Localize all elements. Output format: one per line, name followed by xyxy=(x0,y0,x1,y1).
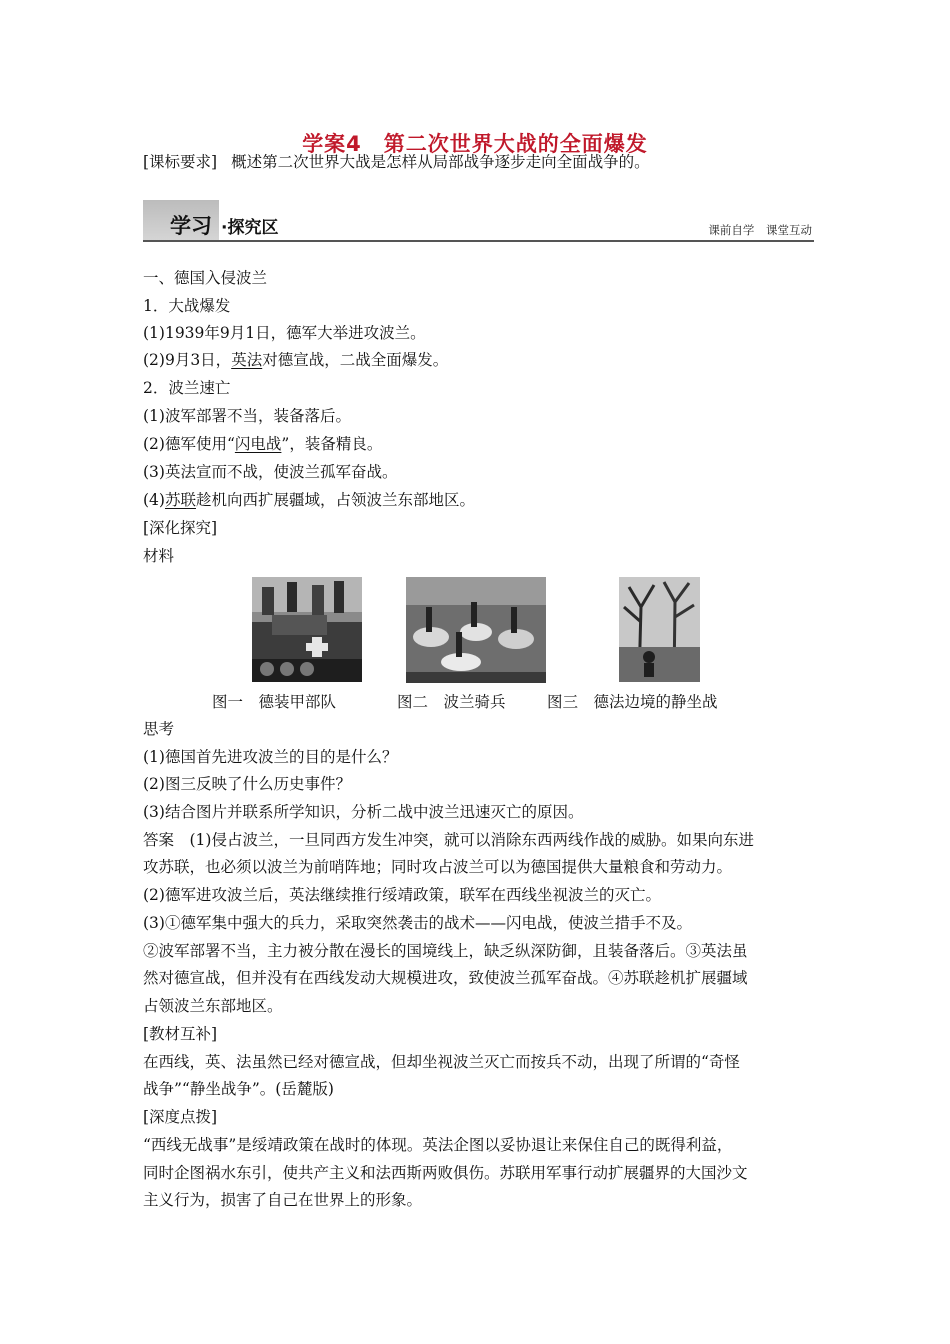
underlined-term: 苏联 xyxy=(164,491,196,509)
requirement-text: 概述第二次世界大战是怎样从局部战争逐步走向全面战争的。 xyxy=(231,153,650,171)
point-line-3: 主义行为，损害了自己在世界上的形象。 xyxy=(143,1191,423,1209)
supplement-label: [教材互补] xyxy=(143,1025,218,1043)
curriculum-requirement xyxy=(143,150,650,172)
answer-line-1: 答案 (1)侵占波兰，一旦同西方发生冲突，就可以消除东西两线作战的威胁。如果向东进 xyxy=(143,831,754,849)
caption-figure-2: 图二 波兰骑兵 xyxy=(397,693,506,711)
outbreak-item-2 xyxy=(143,350,448,370)
answer-line-2: 攻苏联，也必须以波兰为前哨阵地；同时攻占波兰可以为德国提供大量粮食和劳动力。 xyxy=(143,858,733,876)
outbreak-item-1: (1)1939年9月1日，德军大举进攻波兰。 xyxy=(143,324,426,342)
point-label: [深度点拨] xyxy=(143,1108,218,1126)
answer-line-6: 然对德宣战，但并没有在西线发动大规模进攻，致使波兰孤军奋战。④苏联趁机扩展疆域 xyxy=(143,969,748,987)
fall-item-1: (1)波军部署不当，装备落后。 xyxy=(143,407,351,425)
answer-line-5: ②波军部署不当，主力被分散在漫长的国境线上，缺乏纵深防御，且装备落后。③英法虽 xyxy=(143,942,748,960)
page-title: 学案4 第二次世界大战的全面爆发 xyxy=(302,132,648,156)
photo-sitzkrieg xyxy=(619,577,700,682)
banner-sub: ·探究区 xyxy=(221,218,279,238)
banner-main: 学习 xyxy=(170,214,212,238)
material-label: 材料 xyxy=(143,547,175,565)
point-line-1: “西线无战事”是绥靖政策在战时的体现。英法企图以妥协退让来保住自己的既得利益， xyxy=(143,1136,733,1154)
subheading-outbreak: 1．大战爆发 xyxy=(143,297,231,315)
deep-explore-label: [深化探究] xyxy=(143,519,218,537)
text-fragment: ”，装备精良。 xyxy=(281,435,383,453)
question-1: (1)德国首先进攻波兰的目的是什么？ xyxy=(143,748,398,766)
text-fragment: 对德宣战，二战全面爆发。 xyxy=(262,351,449,369)
section-heading: 一、德国入侵波兰 xyxy=(143,269,268,287)
banner-right-label: 课前自学 课堂互动 xyxy=(708,223,812,237)
fall-item-4 xyxy=(143,490,475,510)
caption-figure-3: 图三 德法边境的静坐战 xyxy=(547,693,718,711)
think-label: 思考 xyxy=(143,720,175,738)
point-line-2: 同时企图祸水东引，使共产主义和法西斯两败俱伤。苏联用军事行动扩展疆界的大国沙文 xyxy=(143,1164,748,1182)
supplement-line-2: 战争”“静坐战争”。(岳麓版) xyxy=(143,1080,334,1098)
question-2: (2)图三反映了什么历史事件？ xyxy=(143,775,351,793)
underlined-term: 闪电战 xyxy=(234,435,282,453)
armor-image xyxy=(252,577,362,682)
answer-line-4: (3)①德军集中强大的兵力，采取突然袭击的战术——闪电战，使波兰措手不及。 xyxy=(143,914,692,932)
text-fragment: (2)9月3日， xyxy=(143,351,232,369)
cavalry-image xyxy=(406,577,546,683)
section-banner xyxy=(143,200,814,242)
caption-figure-1: 图一 德装甲部队 xyxy=(212,693,337,711)
question-3: (3)结合图片并联系所学知识，分析二战中波兰迅速灭亡的原因。 xyxy=(143,803,584,821)
text-fragment: 趁机向西扩展疆域，占领波兰东部地区。 xyxy=(195,491,475,509)
banner-divider xyxy=(143,240,814,242)
requirement-label: [课标要求] xyxy=(143,153,218,171)
subheading-fall: 2．波兰速亡 xyxy=(143,379,231,397)
answer-line-7: 占领波兰东部地区。 xyxy=(143,997,283,1015)
text-fragment: (4) xyxy=(143,491,165,509)
fall-item-3: (3)英法宣而不战，使波兰孤军奋战。 xyxy=(143,463,398,481)
sitzkrieg-image xyxy=(619,577,700,682)
answer-line-3: (2)德军进攻波兰后，英法继续推行绥靖政策，联军在西线坐视波兰的灭亡。 xyxy=(143,886,661,904)
text-fragment: (2)德军使用“ xyxy=(143,435,235,453)
photo-polish-cavalry xyxy=(406,577,546,683)
fall-item-2 xyxy=(143,434,382,454)
photo-german-armor xyxy=(252,577,362,682)
underlined-term: 英法 xyxy=(231,351,263,369)
supplement-line-1: 在西线，英、法虽然已经对德宣战，但却坐视波兰灭亡而按兵不动，出现了所谓的“奇怪 xyxy=(143,1053,740,1071)
